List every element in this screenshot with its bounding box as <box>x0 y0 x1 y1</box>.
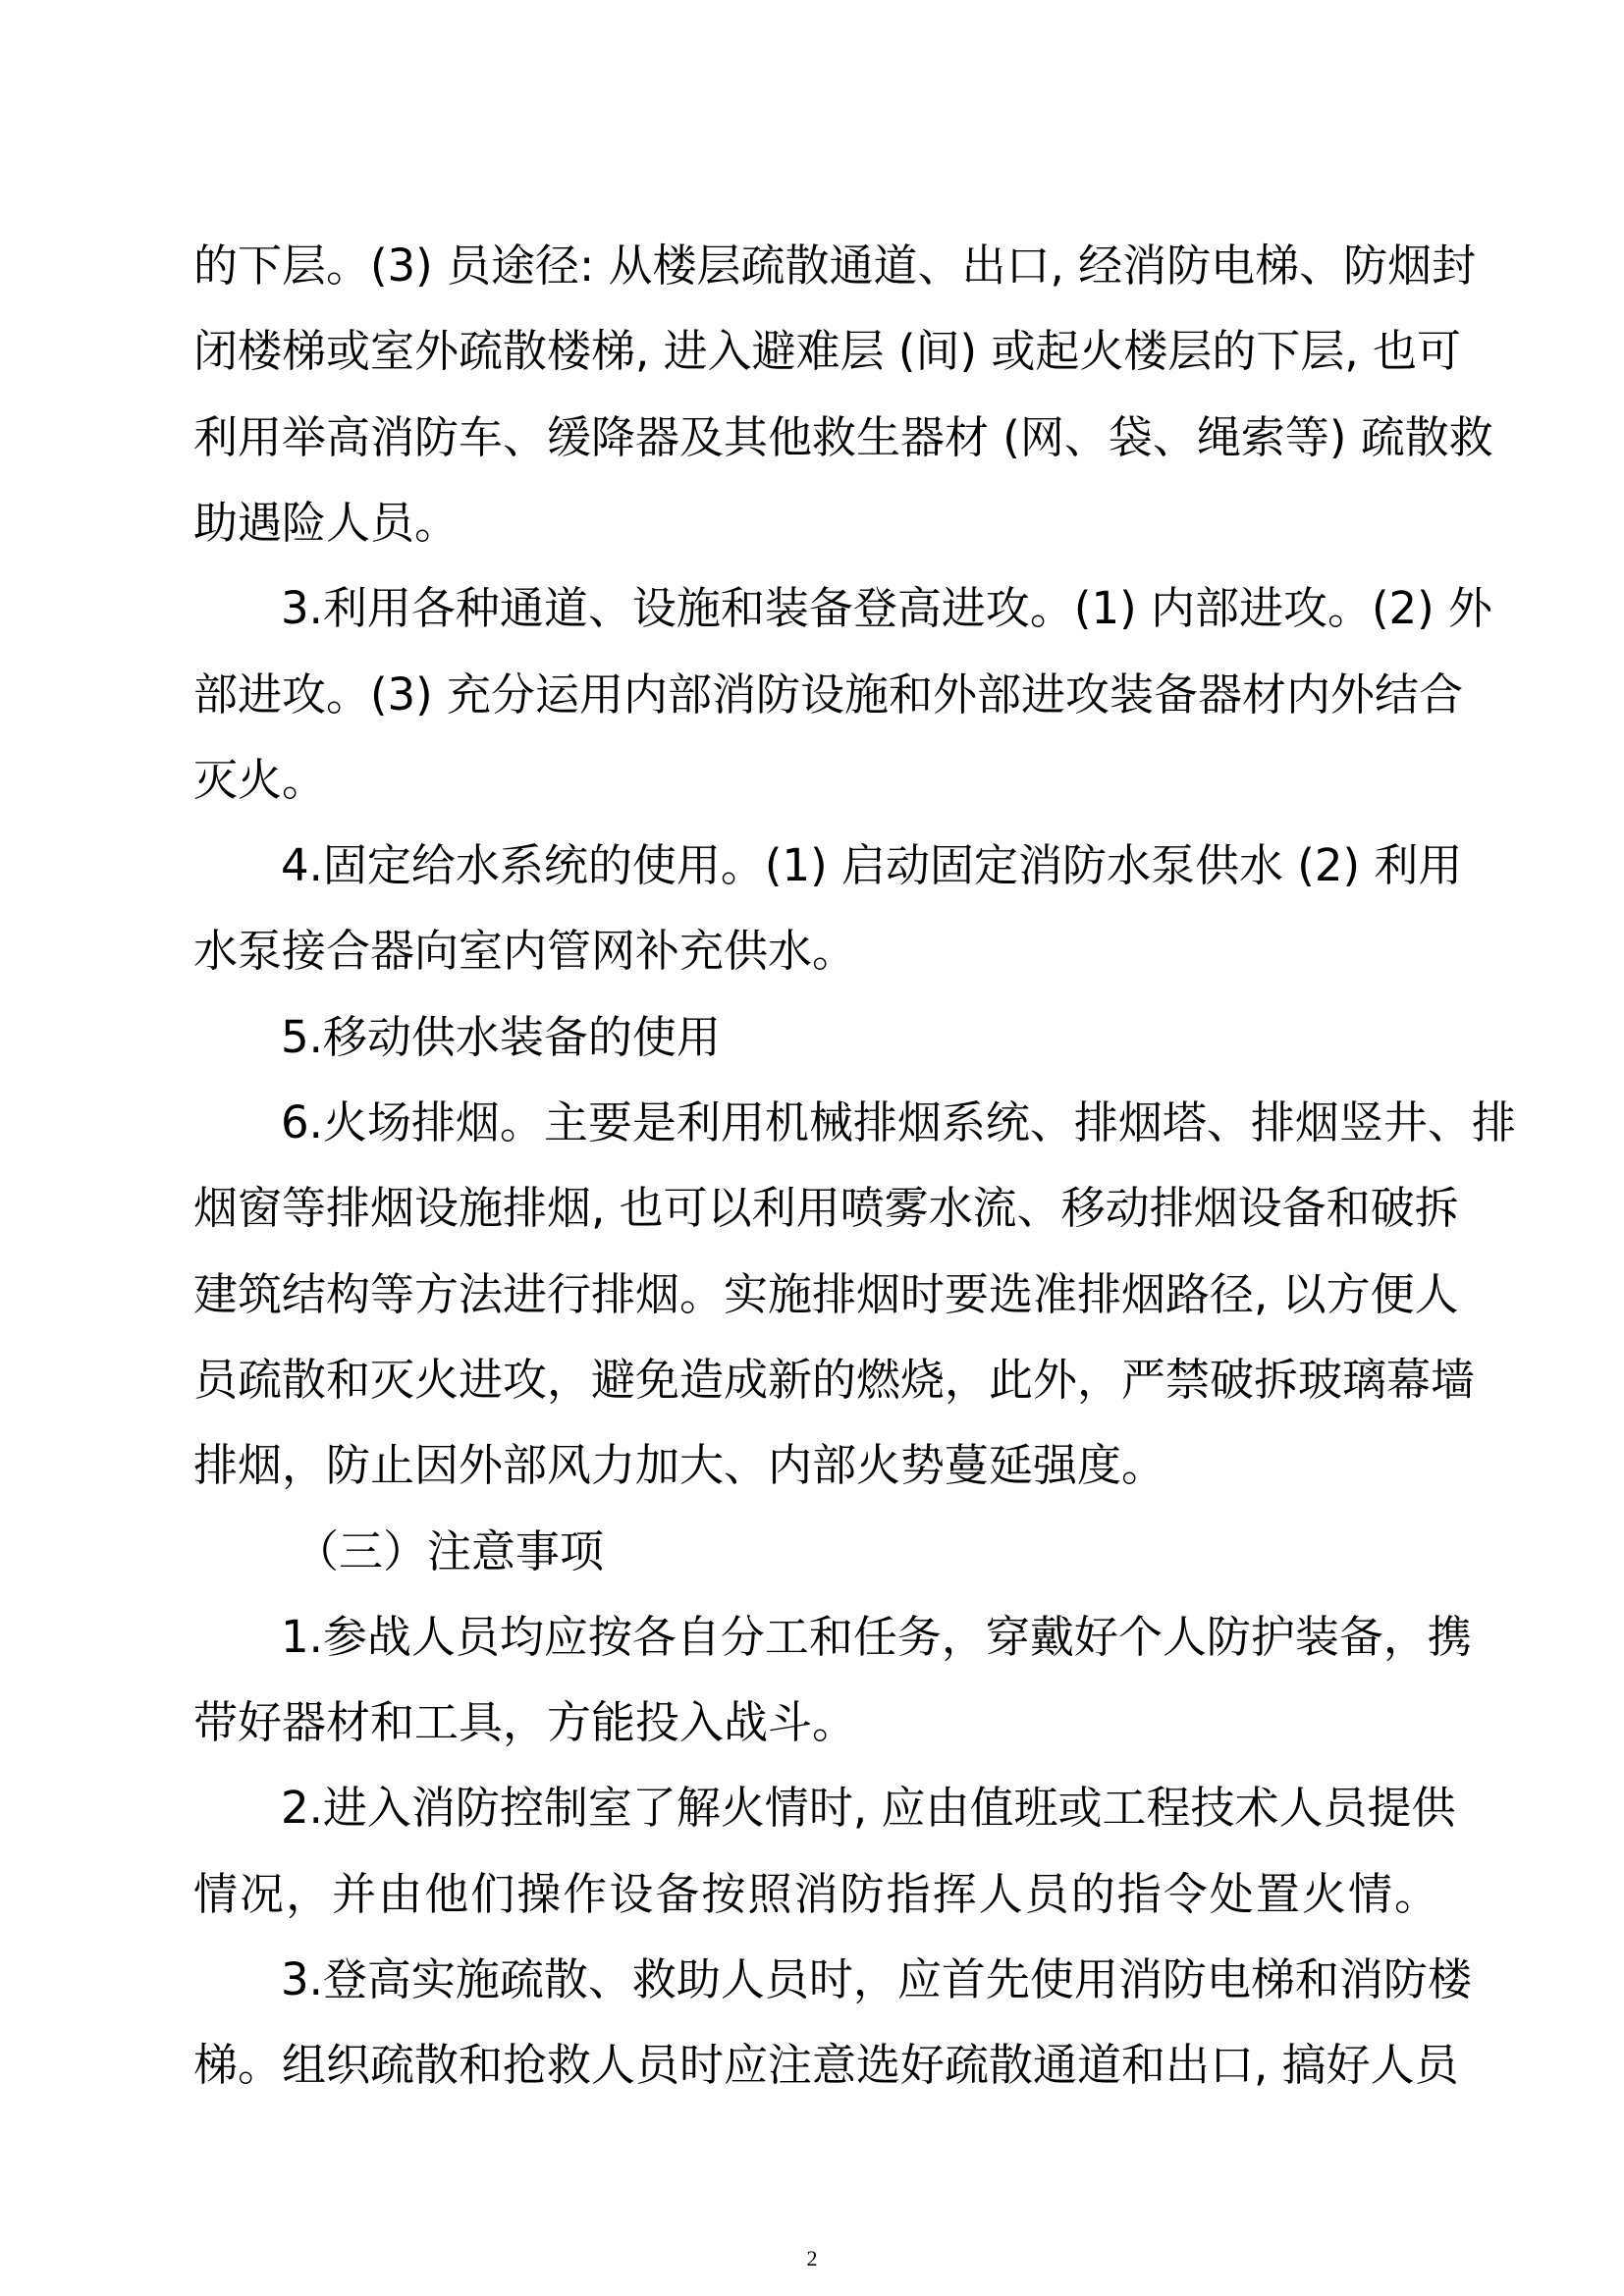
text-line: 1.参战人员均应按各自分工和任务，穿戴好个人防护装备，携 <box>281 1610 1472 1663</box>
text-line: 闭楼梯或室外疏散楼梯, 进入避难层 (间) 或起火楼层的下层, 也可 <box>193 325 1461 378</box>
text-line: 排烟，防止因外部风力加大、内部火势蔓延强度。 <box>193 1439 1166 1492</box>
section-heading: （三）注意事项 <box>295 1524 605 1577</box>
text-line: 建筑结构等方法进行排烟。实施排烟时要选准排烟路径, 以方便人 <box>193 1267 1459 1320</box>
page-number: 2 <box>806 2246 818 2270</box>
text-line: 利用举高消防车、缓降器及其他救生器材 (网、袋、绳索等) 疏散救 <box>193 410 1493 463</box>
text-line: 情况，并由他们操作设备按照消防指挥人员的指令处置火情。 <box>193 1867 1438 1920</box>
text-line: 员疏散和灭火进攻，避免造成新的燃烧，此外，严禁破拆玻璃幕墙 <box>193 1353 1476 1406</box>
text-line: 水泵接合器向室内管网补充供水。 <box>193 925 857 978</box>
text-line: 5.移动供水装备的使用 <box>281 1010 721 1063</box>
text-line: 烟窗等排烟设施排烟, 也可以利用喷雾水流、移动排烟设备和破拆 <box>193 1182 1459 1235</box>
text-line: 4.固定给水系统的使用。(1) 启动固定消防水泵供水 (2) 利用 <box>281 839 1463 892</box>
text-line: 3.利用各种通道、设施和装备登高进攻。(1) 内部进攻。(2) 外 <box>281 582 1493 635</box>
text-line: 部进攻。(3) 充分运用内部消防设施和外部进攻装备器材内外结合 <box>193 667 1464 721</box>
text-line: 助遇险人员。 <box>193 496 460 549</box>
text-line: 2.进入消防控制室了解火情时, 应由值班或工程技术人员提供 <box>281 1782 1456 1835</box>
text-line: 灭火。 <box>193 753 327 806</box>
text-line: 6.火场排烟。主要是利用机械排烟系统、排烟塔、排烟竖井、排 <box>281 1096 1516 1148</box>
text-line: 的下层。(3) 员途径: 从楼层疏散通道、出口, 经消防电梯、防烟封 <box>193 240 1477 292</box>
text-line: 带好器材和工具，方能投入战斗。 <box>193 1696 857 1749</box>
text-line: 3.登高实施疏散、救助人员时，应首先使用消防电梯和消防楼 <box>281 1953 1472 2005</box>
text-line: 梯。组织疏散和抢救人员时应注意选好疏散通道和出口, 搞好人员 <box>193 2039 1459 2092</box>
